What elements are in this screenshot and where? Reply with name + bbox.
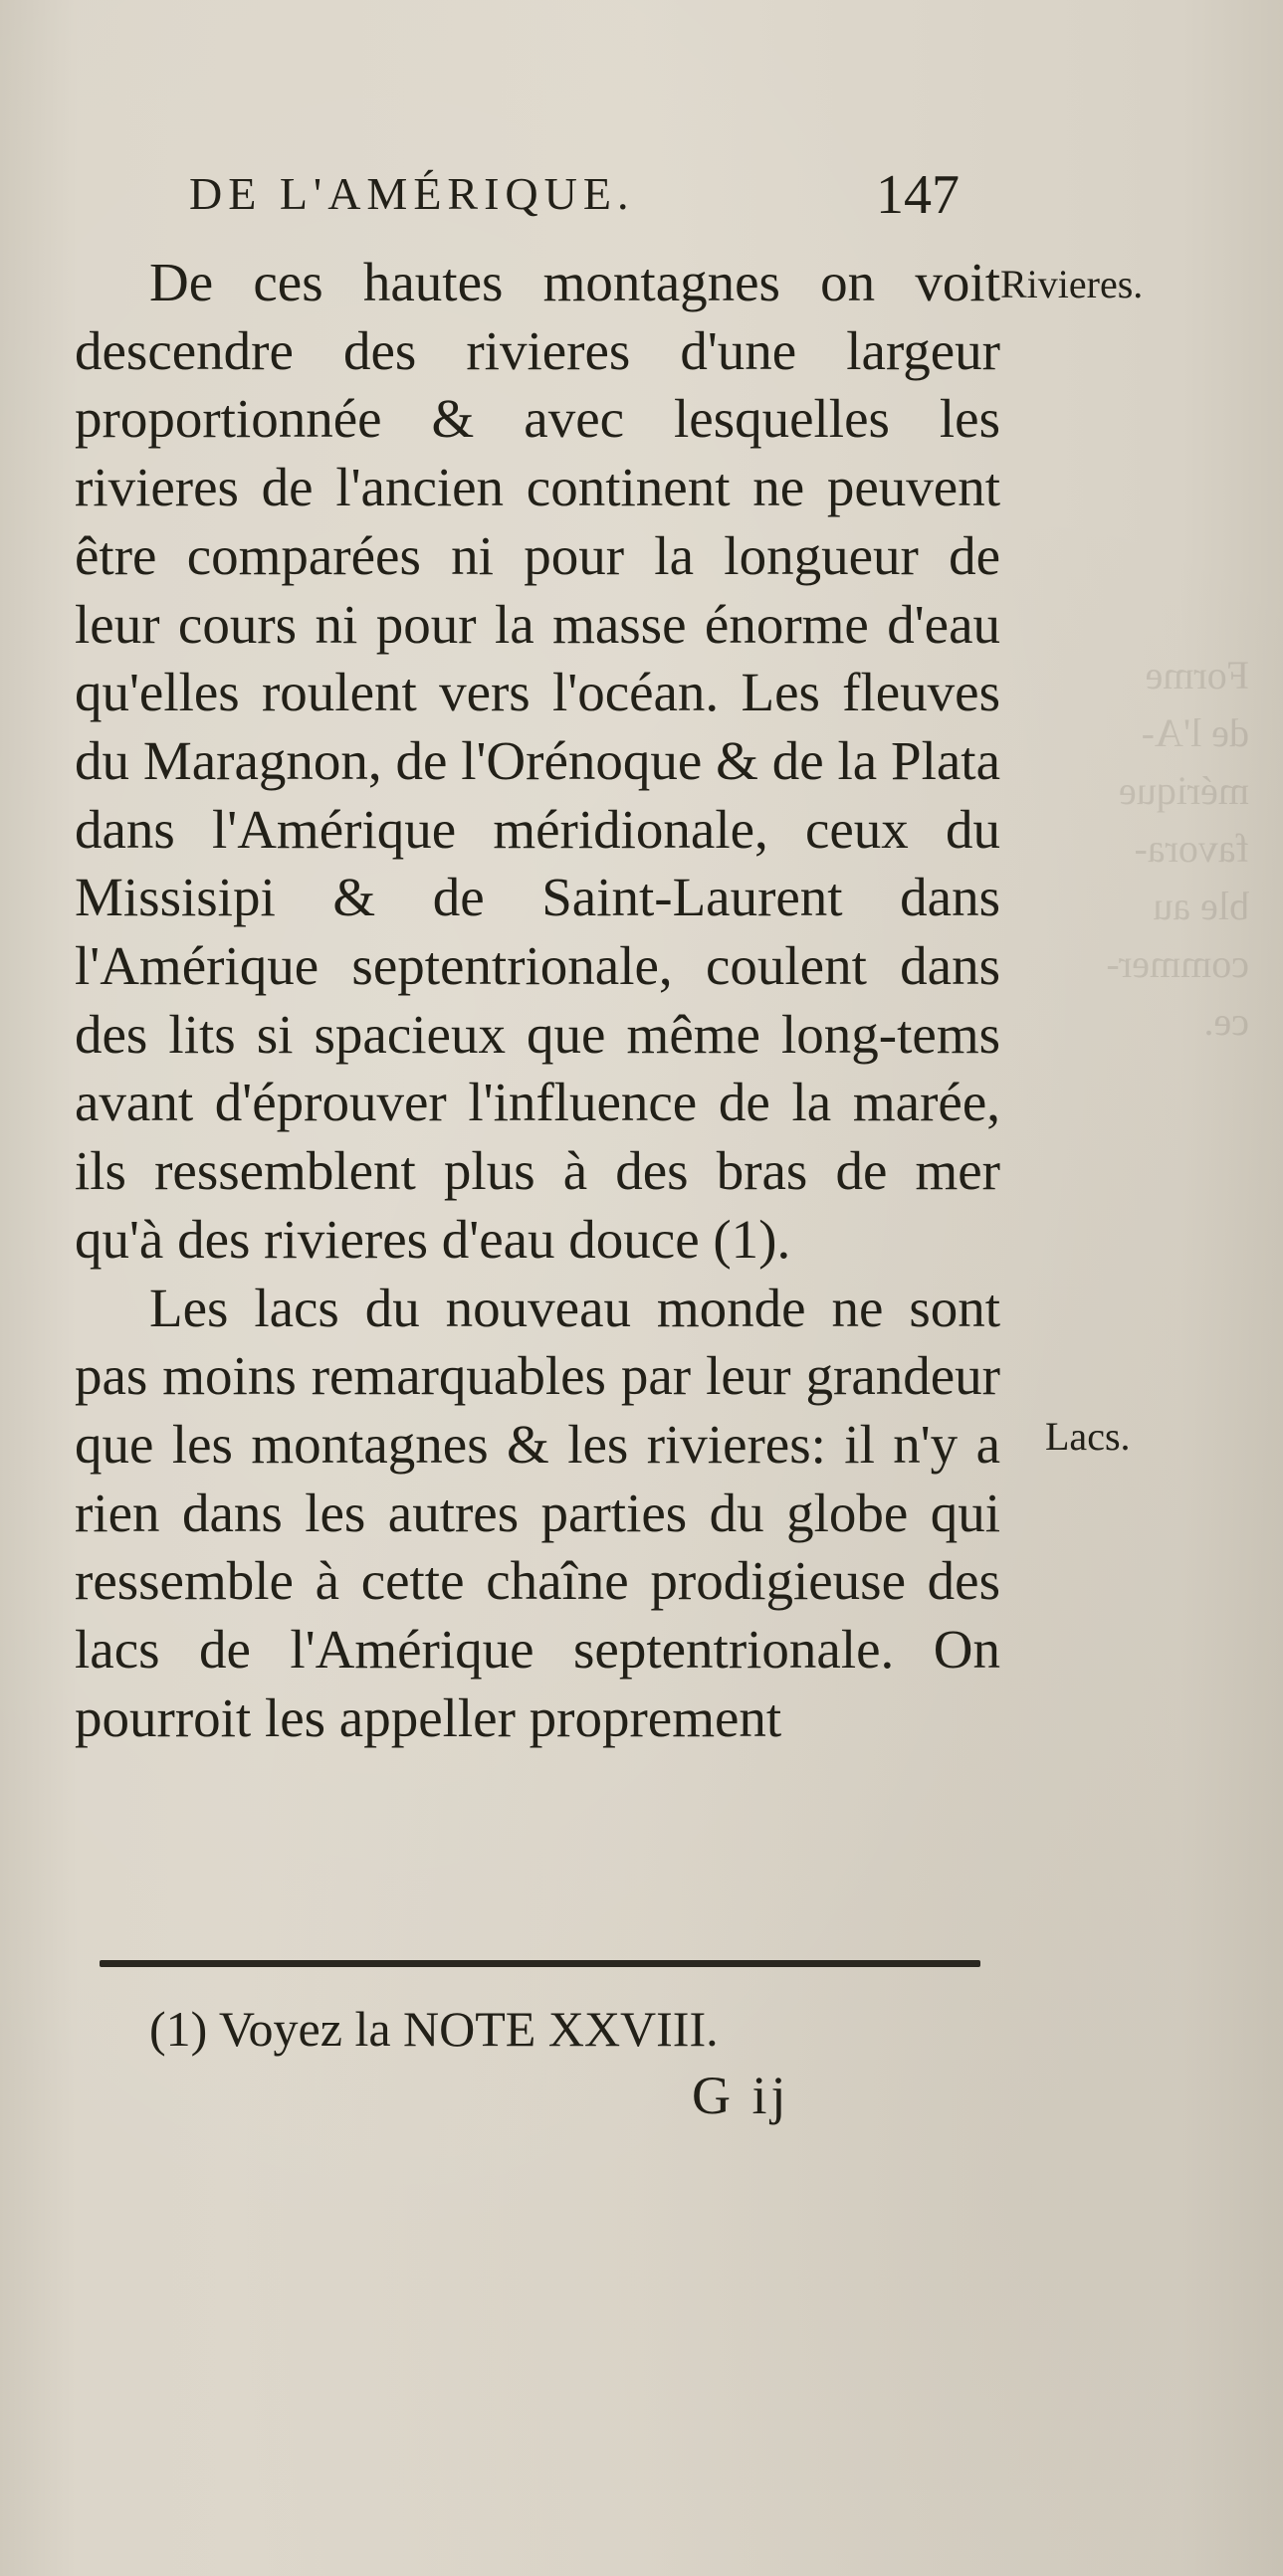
footnote-rule [100,1960,980,1967]
margin-note-rivers: Rivieres. [1000,262,1144,306]
body-text [75,249,1000,1752]
paragraph-rivers: De ces hautes montagnes on voit descendre des rivieres d'une largeur proportionnée & avec lesquelles les rivieres de l'ancien continent ne peuvent être comparées ni pour la longueur de leur cours ni pour la masse énorme d'eau qu'elles roulent vers l'océan. Les fleuves du Maragnon, de l'Orénoque & de la Plata dans l'Amérique méridionale, ceux du Missisipi & de Saint-Laurent dans l'Amérique septentrionale, coulent dans des lits si spacieux que même long-tems avant d'éprouver l'influence de la marée, ils ressemblent plus à des bras de mer qu'à des rivieres d'eau douce (1). [75,252,1000,1270]
page-header [189,164,985,237]
running-head: DE L'AMÉRIQUE. [189,168,635,219]
margin-note-lakes: Lacs. [1045,1414,1131,1459]
page-number: 147 [876,164,960,226]
signature-mark: G ij [692,2066,790,2125]
show-through-text: Forme de l'A- mérique favora- ble au commer- ce. [1106,653,1249,1044]
paragraph-lakes: Les lacs du nouveau monde ne sont pas moins remarquables par leur grandeur que les montagnes & les rivieres: il n'y a rien dans les autres parties du globe qui ressemble à cette chaîne prodigieuse des lacs de l'Amérique septentrionale. On pourroit les appeller proprement [75,1277,1000,1748]
footnote: (1) Voyez la NOTE XXVIII. [149,2001,719,2057]
